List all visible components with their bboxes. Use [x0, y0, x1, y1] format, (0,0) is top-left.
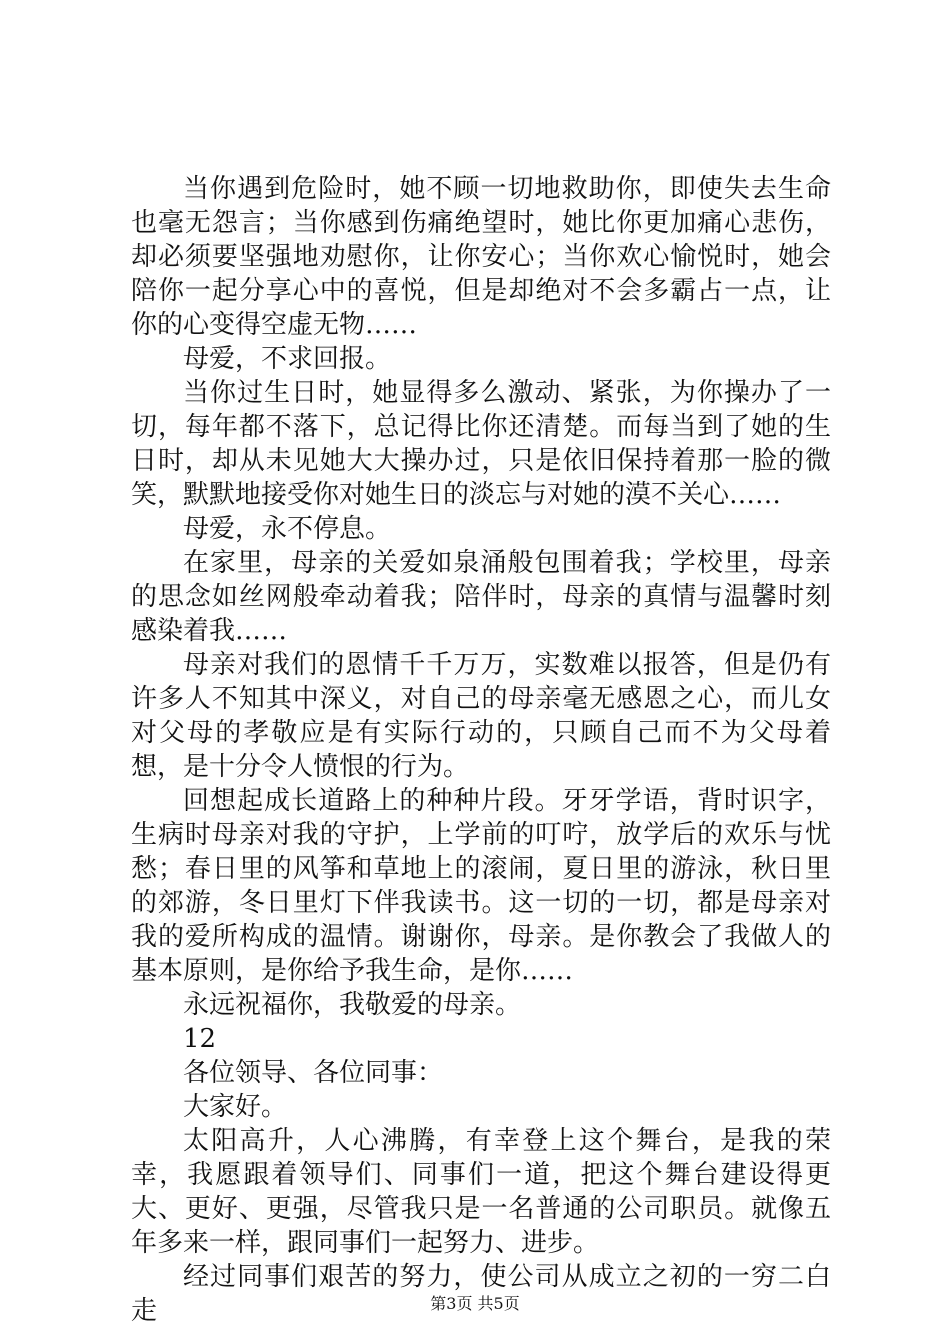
paragraph-no-reward: 母爱，不求回报。 [183, 344, 392, 374]
paragraph-birthday: 当你过生日时，她显得多么激动、紧张，为你操办了一切，每年都不落下，总记得比你还清楚。而每当到了她的生日时，却从未见她大大操办过，只是依旧保持着那一脸的微笑，默默地接受你对她生日的淡忘与对她的漠不关心…… [131, 378, 831, 510]
paragraph-never-stop: 母爱，永不停息。 [183, 514, 392, 544]
paragraph-at-home: 在家里，母亲的关爱如泉涌般包围着我；学校里，母亲的思念如丝网般牵动着我；陪伴时，母亲的真情与温馨时刻感染着我…… [131, 548, 831, 646]
paragraph-gratitude: 母亲对我们的恩情千千万万，实数难以报答，但是仍有许多人不知其中深义，对自己的母亲毫无感恩之心，而儿女对父母的孝敬应是有实际行动的，只顾自己而不为父母着想，是十分令人愤恨的行为。 [131, 650, 831, 782]
document-body [131, 172, 831, 1328]
section-number: 12 [183, 1024, 217, 1054]
greeting: 大家好。 [183, 1092, 288, 1122]
paragraph-stage: 太阳高升，人心沸腾，有幸登上这个舞台，是我的荣幸，我愿跟着领导们、同事们一道，把这个舞台建设得更大、更好、更强，尽管我只是一名普通的公司职员。就像五年多来一样，跟同事们一起努力、进步。 [131, 1126, 831, 1258]
paragraph-danger: 当你遇到危险时，她不顾一切地救助你，即使失去生命也毫无怨言；当你感到伤痛绝望时，她比你更加痛心悲伤，却必须要坚强地劝慰你，让你安心；当你欢心愉悦时，她会陪你一起分享心中的喜悦，但是却绝对不会多霸占一点，让你的心变得空虚无物…… [131, 174, 831, 340]
paragraph-effort: 经过同事们艰苦的努力，使公司从成立之初的一穷二白走 [131, 1262, 831, 1326]
page-number-footer: 第3页 共5页 [430, 1294, 520, 1313]
salutation: 各位领导、各位同事： [183, 1058, 444, 1088]
paragraph-memories: 回想起成长道路上的种种片段。牙牙学语，背时识字，生病时母亲对我的守护，上学前的叮咛，放学后的欢乐与忧愁；春日里的风筝和草地上的滚闹，夏日里的游泳，秋日里的郊游，冬日里灯下伴我读书。这一切的一切，都是母亲对我的爱所构成的温情。谢谢你，母亲。是你教会了我做人的基本原则，是你给予我生命，是你…… [131, 786, 831, 986]
paragraph-blessing: 永远祝福你，我敬爱的母亲。 [183, 990, 522, 1020]
